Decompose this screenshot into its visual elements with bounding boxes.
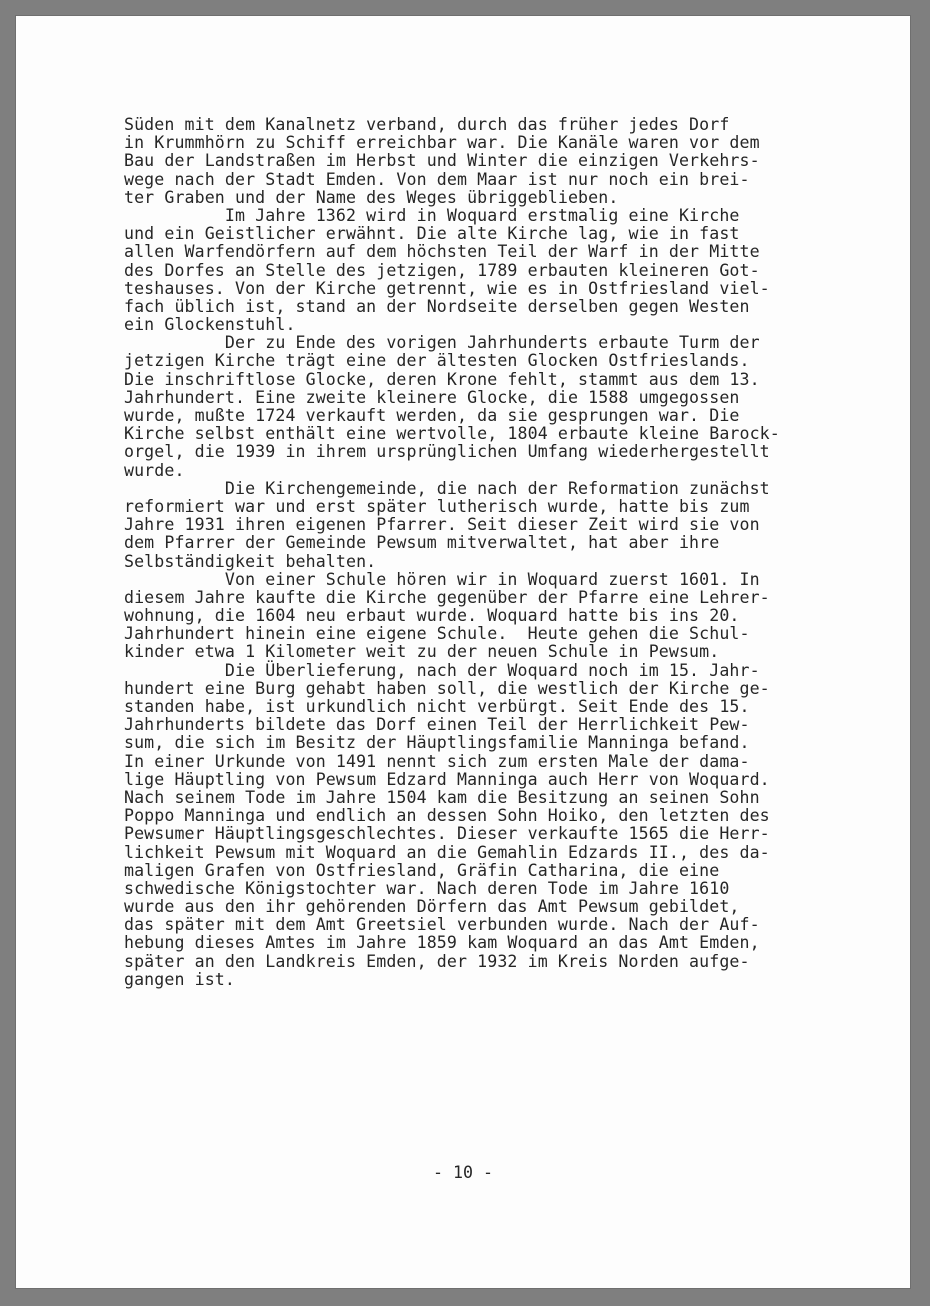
text-line: Pewsumer Häuptlingsgeschlechtes. Dieser verkaufte 1565 die Herr- [124,824,770,844]
text-line: fach üblich ist, stand an der Nordseite derselben gegen Westen [124,296,750,316]
text-line: wurde. [124,460,185,480]
text-line: wurde, mußte 1724 verkauft werden, da sie gesprungen war. Die [124,406,740,425]
text-line: später an den Landkreis Emden, der 1932 im Kreis Norden aufge- [124,951,750,971]
text-line: des Dorfes an Stelle des jetzigen, 1789 erbauten kleineren Got- [124,260,760,280]
text-line: Kirche selbst enthält eine wertvolle, 1804 erbaute kleine Barock- [124,424,780,444]
text-line: wohnung, die 1604 neu erbaut wurde. Woquard hatte bis ins 20. [124,606,740,626]
text-line: teshauses. Von der Kirche getrennt, wie es in Ostfriesland viel- [124,278,770,298]
text-line: maligen Grafen von Ostfriesland, Gräfin Catharina, die eine [124,860,720,880]
text-line: wurde aus den ihr gehörenden Dörfern das Amt Pewsum gebildet, [124,897,740,917]
text-line: in Krummhörn zu Schiff erreichbar war. Die Kanäle waren vor dem [124,133,760,153]
text-line: Süden mit dem Kanalnetz verband, durch das früher jedes Dorf [124,115,730,134]
text-line: In einer Urkunde von 1491 nennt sich zum ersten Male der dama- [124,751,750,771]
text-line: wege nach der Stadt Emden. Von dem Maar ist nur noch ein brei- [124,169,750,189]
text-line: Von einer Schule hören wir in Woquard zuerst 1601. In [124,569,760,589]
text-line: Die Kirchengemeinde, die nach der Reformation zunächst [124,478,770,498]
text-line: Poppo Manninga und endlich an dessen Sohn Hoiko, den letzten des [124,806,770,826]
text-line: schwedische Königstochter war. Nach deren Tode im Jahre 1610 [124,878,730,898]
text-line: Selbständigkeit behalten. [124,551,377,571]
text-line: Im Jahre 1362 wird in Woquard erstmalig eine Kirche [124,205,740,225]
text-line: Die inschriftlose Glocke, deren Krone fehlt, stammt aus dem 13. [124,369,760,389]
text-line: das später mit dem Amt Greetsiel verbunden wurde. Nach der Auf- [124,915,760,935]
text-line: Jahrhunderts bildete das Dorf einen Teil der Herrlichkeit Pew- [124,715,750,735]
text-line: sum, die sich im Besitz der Häuptlingsfamilie Manninga befand. [124,733,750,753]
text-line: Jahrhundert hinein eine eigene Schule. Heute gehen die Schul- [124,624,750,644]
text-line: standen habe, ist urkundlich nicht verbürgt. Seit Ende des 15. [124,697,750,716]
text-line: orgel, die 1939 in ihrem ursprünglichen Umfang wiederhergestellt [124,442,770,462]
text-line: Der zu Ende des vorigen Jahrhunderts erbaute Turm der [124,333,760,353]
text-line: Die Überlieferung, nach der Woquard noch im 15. Jahr- [124,660,760,680]
body-text [124,116,864,989]
text-line: lige Häuptling von Pewsum Edzard Manninga auch Herr von Woquard. [124,769,770,789]
text-line: Nach seinem Tode im Jahre 1504 kam die Besitzung an seinen Sohn [124,787,760,807]
document-page [16,16,910,1288]
text-line: gangen ist. [124,969,235,989]
text-line: lichkeit Pewsum mit Woquard an die Gemahlin Edzards II., des da- [124,842,770,862]
text-line: diesem Jahre kaufte die Kirche gegenüber der Pfarre eine Lehrer- [124,587,770,607]
text-line: dem Pfarrer der Gemeinde Pewsum mitverwaltet, hat aber ihre [124,533,720,553]
text-line: Jahrhundert. Eine zweite kleinere Glocke, die 1588 umgegossen [124,387,740,407]
text-line: ter Graben und der Name des Weges übriggeblieben. [124,187,619,207]
text-line: jetzigen Kirche trägt eine der ältesten Glocken Ostfrieslands. [124,351,750,371]
text-line: Jahre 1931 ihren eigenen Pfarrer. Seit dieser Zeit wird sie von [124,515,760,535]
text-line: und ein Geistlicher erwähnt. Die alte Kirche lag, wie in fast [124,224,740,244]
text-line: reformiert war und erst später lutherisch wurde, hatte bis zum [124,496,750,516]
page-number: - 10 - [433,1163,493,1182]
text-line: hundert eine Burg gehabt haben soll, die westlich der Kirche ge- [124,678,770,698]
text-line: hebung dieses Amtes im Jahre 1859 kam Woquard an das Amt Emden, [124,933,760,953]
text-line: ein Glockenstuhl. [124,315,296,335]
text-line: allen Warfendörfern auf dem höchsten Teil der Warf in der Mitte [124,242,760,262]
text-line: kinder etwa 1 Kilometer weit zu der neuen Schule in Pewsum. [124,642,720,662]
text-line: Bau der Landstraßen im Herbst und Winter die einzigen Verkehrs- [124,151,760,171]
